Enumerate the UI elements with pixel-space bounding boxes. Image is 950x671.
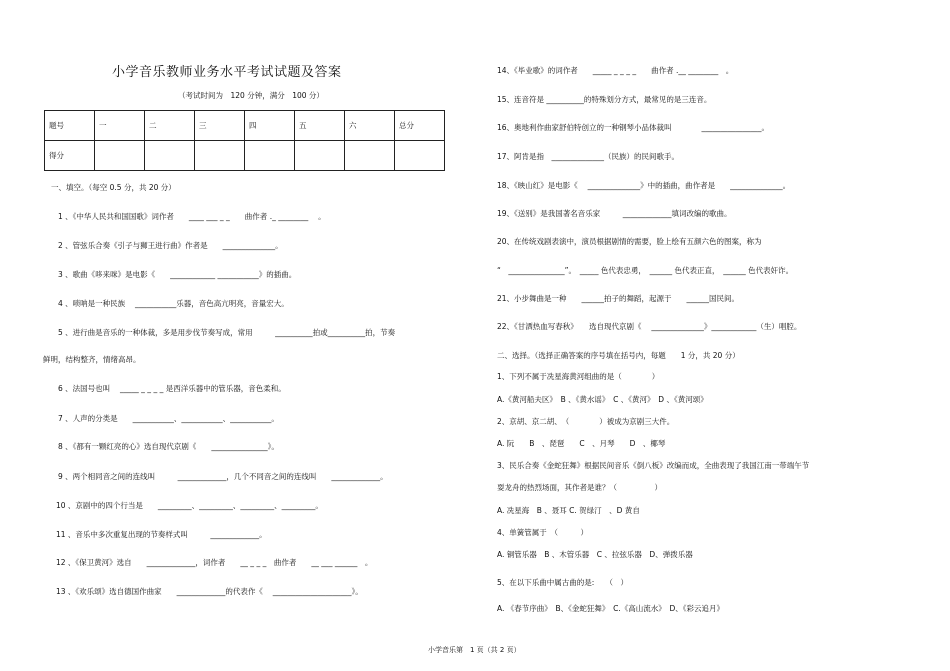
question-line: 耍龙舟的热烈场面，其作者是谁？（ ） [497,483,662,492]
question-line: 19、《送别》是我国著名音乐家 _____________填词改编的歌曲。 [497,209,732,218]
answer-options: A. 《春节序曲》 B、《金蛇狂舞》 C.《高山流水》 D、《彩云追月》 [497,604,725,613]
score-table-cell [95,141,145,171]
answer-options: A.《黄河船夫区》 B 、《黄水谣》 C 、《黄河》 D 、《黄河颂》 [497,395,708,404]
section-heading: 二、选择。（选择正确答案的序号填在括号内，每题 1 分，共 20 分） [497,351,740,360]
question-line: 7 、人声的分类是 ___________、___________、___________。 [58,414,279,423]
question-line: 16、奥地利作曲家舒伯特创立的一种钢琴小品体裁叫 ________________。 [497,123,770,132]
score-table-cell: 六 [345,111,395,141]
score-table-cell [195,141,245,171]
question-line: 5、在以下乐曲中属古曲的是: （ ） [497,578,629,587]
question-line: 20、在传统戏剧表演中，演员根据剧情的需要，脸上绘有五颜六色的图案，称为 [497,237,762,246]
question-line: “ _______________”。 _____ 色代表忠勇， ______ 色代表正直， ______ 色代表奸诈。 [497,266,794,275]
answer-options: A. 铜管乐器 B 、木管乐器 C 、拉弦乐器 D、弹拨乐器 [497,550,693,559]
question-line: 12 、《保卫黄河》选自 _____________，词作者 __ _ _ _ 曲作者 __ ___ ______ 。 [56,558,373,567]
score-table-header-row [45,111,445,141]
score-table-cell [245,141,295,171]
page-footer: 小学音乐第 1 页（共 2 页） [428,646,521,654]
answer-options: A. 阮 B 、琵琶 C 、月琴 D 、椰琴 [497,439,666,448]
score-table-score-row [45,141,445,171]
question-line: 1、下列不属于冼星海黄河组曲的是（ ） [497,372,660,381]
question-line: 15、连音符是 __________的特殊划分方式，最常见的是三连音。 [497,95,712,104]
question-line: 10 、京剧中的四个行当是 _________、_________、_________、_________。 [56,501,323,510]
page-title: 小学音乐教师业务水平考试试题及答案 [112,65,342,80]
score-table-cell: 一 [95,111,145,141]
score-table-cell: 四 [245,111,295,141]
question-line: 鲜明，结构整齐，情绪高昂。 [43,355,141,364]
score-table-cell: 总分 [395,111,445,141]
question-line: 13 、《欢乐颂》选自德国作曲家 _____________的代表作《 _____________________》。 [56,587,363,596]
score-table-cell [295,141,345,171]
question-line: 21、小步舞曲是一种 ______拍子的舞蹈，起源于 ______国民间。 [497,294,740,303]
question-line: 6 、法国号也叫 _____ _ _ _ _ 是西洋乐器中的管乐器，音色柔和。 [58,384,286,393]
section-heading: 一、填空。（每空 0.5 分，共 20 分） [51,183,176,192]
score-table-cell [145,141,195,171]
question-line: 1 、《中华人民共和国国歌》词作者 ____ ___ _ _ 曲作者 ._ ________ 。 [58,212,326,221]
question-line: 2、京胡、京二胡、 （ ）被成为京剧三大件。 [497,417,675,426]
question-line: 9 、两个相同音之间的连线叫 _____________，几个不同音之间的连线叫 _____________。 [58,472,388,481]
question-line: 5 、进行曲是音乐的一种体裁，多是用步伐节奏写成，常用 __________拍或__________拍，节奏 [58,328,396,337]
score-table-cell: 五 [295,111,345,141]
score-table-cell [395,141,445,171]
question-line: 2 、管弦乐合奏《引子与狮王进行曲》作者是 ______________。 [58,241,283,250]
score-table-cell: 得分 [45,141,95,171]
question-line: 3 、歌曲《哆来咪》是电影《 ____________ ___________》的插曲。 [58,270,297,279]
question-line: 4、单簧管属于 （ ） [497,528,589,537]
score-table-cell: 二 [145,111,195,141]
score-table-cell [345,141,395,171]
question-line: 14、《毕业歌》的词作者 _____ _ _ _ _ 曲作者 .__ ________ 。 [497,66,734,75]
question-line: 18、《映山红》是电影《 ______________》中的插曲，曲作者是 ______________。 [497,181,791,190]
question-line: 11 、音乐中多次重复出现的节奏样式叫 _____________。 [56,530,267,539]
question-line: 22、《甘洒热血写春秋》 选自现代京剧《 ______________》____________（生）唱腔。 [497,322,802,331]
answer-options: A. 冼星海 B 、聂耳 C. 贺绿汀 、D 黄自 [497,506,640,515]
question-line: 8 、《都有一颗红亮的心》选自现代京剧《 _______________》。 [58,442,279,451]
score-table-cell: 三 [195,111,245,141]
question-line: 17、阿肯是指 ______________（民族）的民间歌手。 [497,152,680,161]
score-table-cell: 题号 [45,111,95,141]
exam-duration-note: （考试时间为 120 分钟，满分 100 分） [178,91,324,100]
score-table [44,110,445,171]
question-line: 4 、唢呐是一种民族 ___________乐器，音色高亢明亮，音量宏大。 [58,299,289,308]
question-line: 3、民乐合奏《金蛇狂舞》根据民间音乐《倒八板》改编而成，全曲表现了我国江南一带端午节 [497,461,810,470]
